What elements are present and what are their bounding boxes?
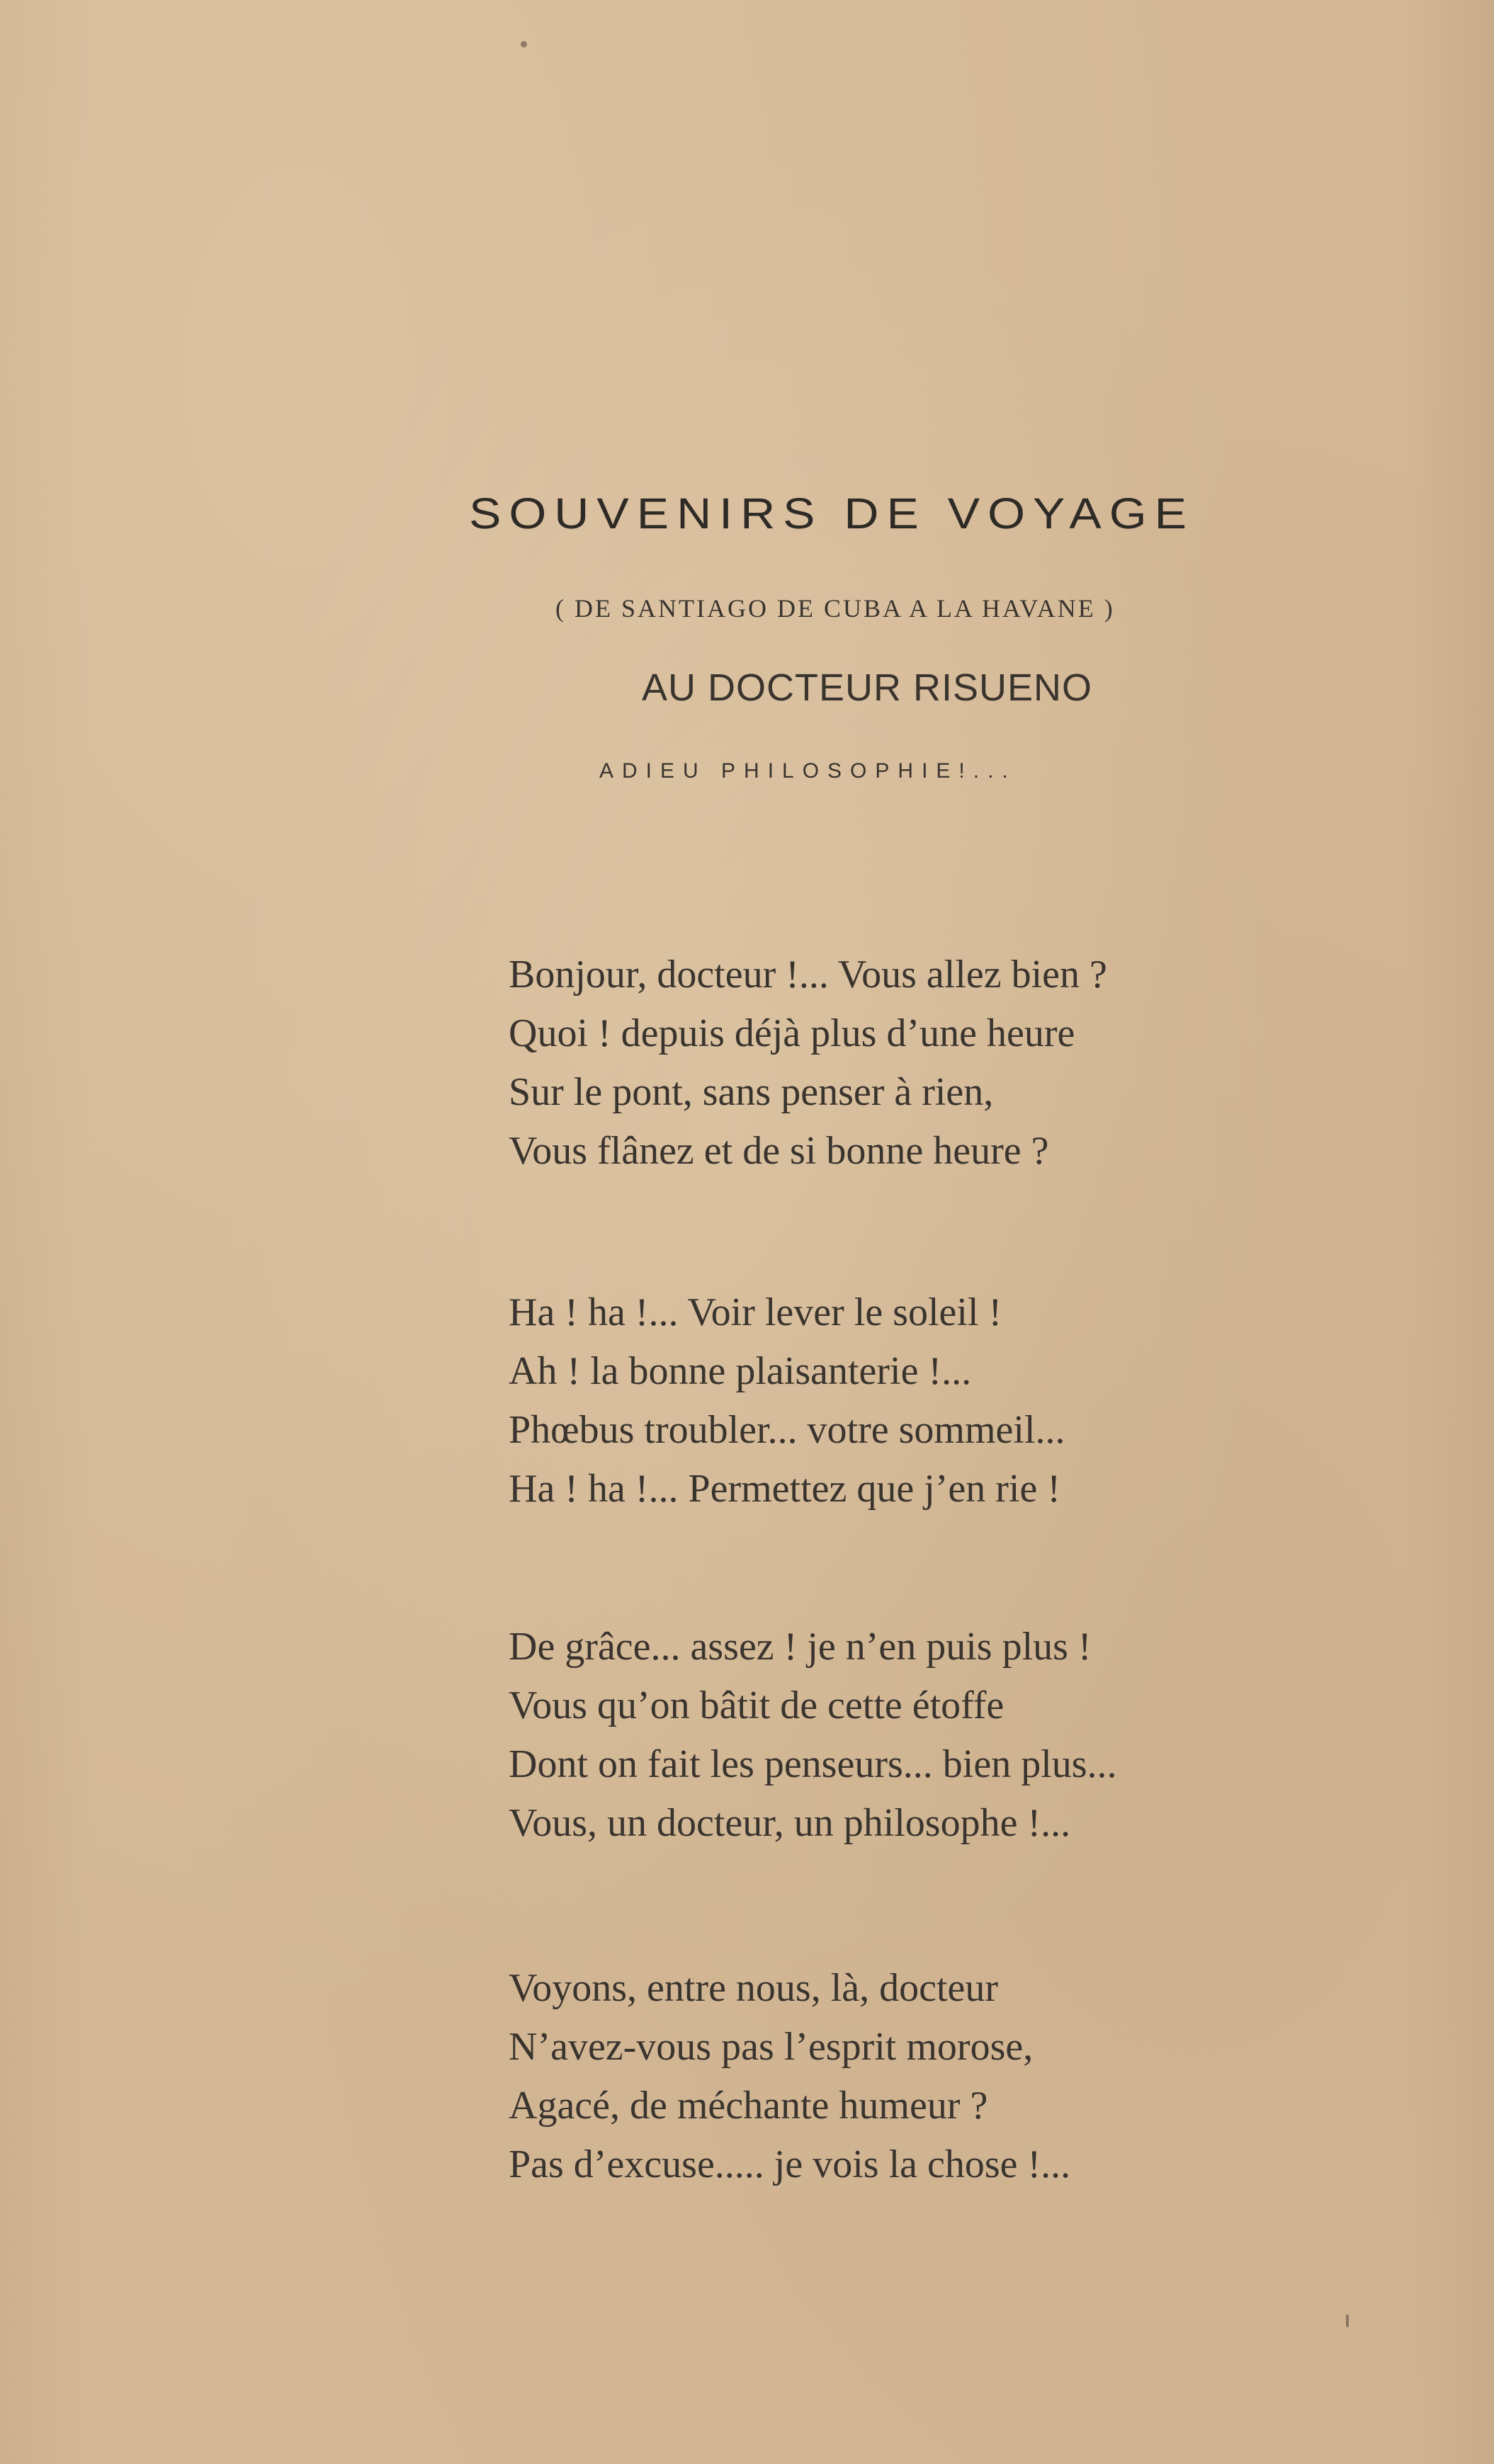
verse-line: Ah ! la bonne plaisanterie !... — [509, 1349, 972, 1393]
verse-line: Dont on fait les penseurs... bien plus... — [509, 1742, 1117, 1786]
stanza — [509, 1618, 1359, 1853]
page-title: SOUVENIRS DE VOYAGE — [469, 489, 1194, 538]
epigraph: ADIEU PHILOSOPHIE!... — [599, 759, 1017, 783]
verse-line: Ha ! ha !... Voir lever le soleil ! — [509, 1290, 1002, 1334]
verse-line: De grâce... assez ! je n’en puis plus ! — [509, 1625, 1092, 1669]
verse-line: Ha ! ha !... Permettez que j’en rie ! — [509, 1467, 1060, 1511]
verse-line: Bonjour, docteur !... Vous allez bien ? — [509, 953, 1107, 997]
verse-line: N’avez-vous pas l’esprit morose, — [509, 2025, 1034, 2069]
stanza — [509, 1283, 1359, 1518]
verse-line: Pas d’excuse..... je vois la chose !... — [509, 2142, 1071, 2186]
dedication: AU DOCTEUR RISUENO — [642, 666, 1093, 709]
verse-line: Vous qu’on bâtit de cette étoffe — [509, 1684, 1005, 1727]
verse-line: Vous, un docteur, un philosophe !... — [509, 1801, 1071, 1845]
verse-line: Voyons, entre nous, là, docteur — [509, 1966, 999, 2010]
poem-body — [509, 946, 1359, 2297]
stanza — [509, 946, 1359, 1181]
verse-line: Sur le pont, sans penser à rien, — [509, 1070, 994, 1114]
ink-speck — [521, 41, 527, 47]
subtitle: ( DE SANTIAGO DE CUBA A LA HAVANE ) — [555, 594, 1115, 623]
verse-line: Agacé, de méchante humeur ? — [509, 2084, 988, 2128]
verse-line: Quoi ! depuis déjà plus d’une heure — [509, 1011, 1075, 1055]
stanza — [509, 1959, 1359, 2194]
ink-speck — [1346, 2315, 1349, 2327]
verse-line: Vous flânez et de si bonne heure ? — [509, 1129, 1049, 1173]
verse-line: Phœbus troubler... votre sommeil... — [509, 1408, 1065, 1452]
